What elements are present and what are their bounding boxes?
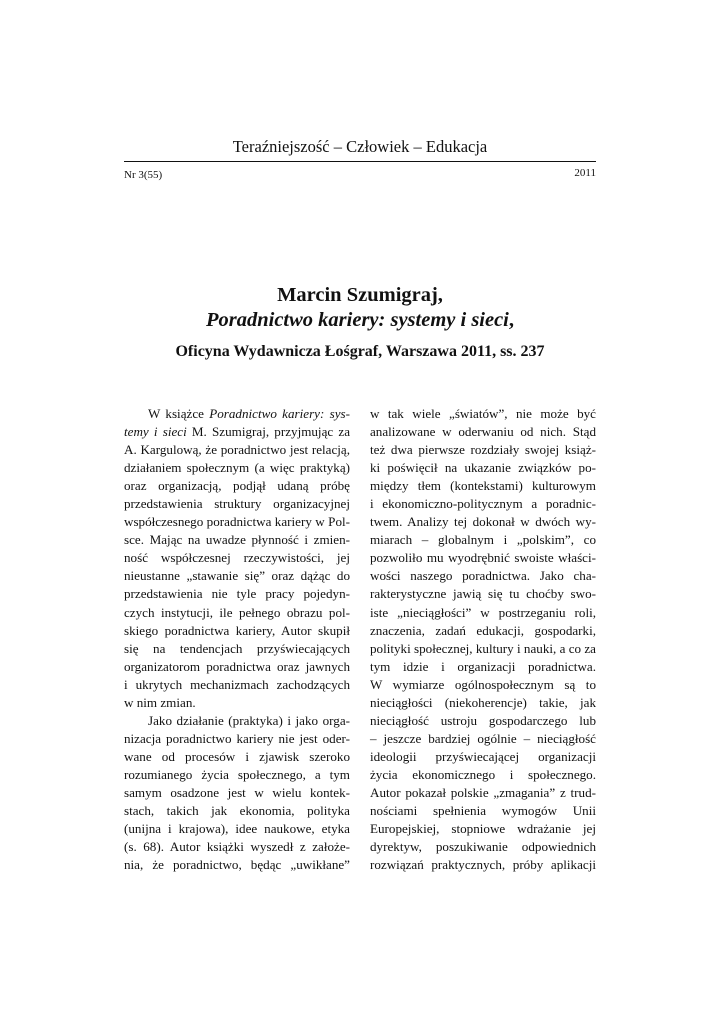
text-line: ność współczesnej rzeczywistości, jej: [124, 550, 350, 566]
text-line: organizatorom poradnictwa oraz jawnych: [124, 658, 350, 674]
text-run: W książce: [148, 406, 210, 421]
text-line: wane od procesów i zjawisk szeroko: [124, 748, 350, 764]
text-line: sce. Mając na uwadze płynność i zmien-: [124, 532, 350, 548]
text-line: nieciągłość ustroju gospodarczego lub: [370, 712, 596, 728]
text-line: twem. Analizy tej dokonał w dwóch wy-: [370, 514, 596, 530]
text-line: przedstawienia struktury organizacyjnej: [124, 496, 350, 512]
review-title-block: [124, 283, 596, 362]
reviewed-author: Marcin Szumigraj,: [277, 284, 443, 306]
text-line: samym osadzone jest w wielu kontek-: [124, 784, 350, 800]
publisher-info: Oficyna Wydawnicza Łośgraf, Warszawa 2011, ss. 237: [175, 343, 545, 360]
issue-number: Nr 3(55): [124, 169, 163, 181]
text-line: Europejskiej, stopniowe wdrażanie jej: [370, 821, 596, 837]
text-line: nizacja poradnictwo kariery nie jest oder-: [124, 730, 350, 746]
text-line: Jako działanie (praktyka) i jako orga-: [148, 712, 350, 728]
text-line: oraz organizacją, podjął udaną próbę: [124, 478, 350, 494]
text-line: też dwa pierwsze rozdziały swojej książ-: [370, 442, 596, 458]
text-line: w nim zmian.: [124, 694, 196, 710]
text-line: nieciągłości (niekoherencje) takie, jak: [370, 694, 596, 710]
text-line: stach, takich jak ekonomia, polityka: [124, 803, 350, 819]
text-line: przedstawienia nie tyle pracy pojedyn-: [124, 586, 350, 602]
text-line: czych instytucji, ile pełnego obrazu pol-: [124, 604, 350, 620]
text-line: i ekonomiczno-politycznym a poradnic-: [370, 496, 596, 512]
italic-run: Poradnictwo kariery: sys-: [209, 406, 350, 421]
text-line: rakterystyczne jawią się tu choćby swo-: [370, 586, 596, 602]
text-line: [124, 405, 350, 423]
text-line: nościami spełnienia wymogów Unii: [370, 803, 596, 819]
text-line: w tak wiele „światów”, nie może być: [370, 406, 596, 421]
text-line: (s. 68). Autor książki wyszedł z założe-: [124, 839, 350, 855]
text-line: – jeszcze bardziej ogólnie – nieciągłość: [370, 730, 596, 746]
italic-run: temy i sieci: [124, 424, 187, 440]
text-line: A. Kargulową, że poradnictwo jest relacją,: [124, 442, 350, 458]
text-line: tym idzie i organizacji poradnictwa.: [370, 658, 596, 674]
reviewed-book-title: [124, 308, 596, 333]
text-line: W wymiarze ogólnospołecznym są to: [370, 676, 596, 692]
text-line: współczesnego poradnictwa kariery w Pol-: [124, 514, 350, 530]
text-line: między tłem (kontekstami) kulturowym: [370, 478, 596, 494]
text-line: ideologii przyświecającej organizacji: [370, 748, 596, 764]
book-title-punct: ,: [508, 309, 515, 331]
left-column: [124, 405, 350, 874]
text-line: i ukrytych mechanizmach zachodzących: [124, 676, 350, 692]
text-line: [124, 423, 350, 441]
text-line: iste „nieciągłości” w postrzeganiu roli,: [370, 604, 596, 620]
text-line: rozwiązań praktycznych, próby aplikacji: [370, 857, 596, 873]
text-line: Autor pokazał polskie „zmagania” z trud-: [370, 784, 596, 800]
text-line: rozumianego życia społecznego, a tym: [124, 766, 350, 782]
text-line: nieustanne „stawanie się” oraz dążąc do: [124, 568, 350, 584]
text-line: analizowane w oderwaniu od nich. Stąd: [370, 424, 596, 440]
paragraph-2: [124, 712, 350, 874]
text-line: nia, że poradnictwo, będąc „uwikłane”: [124, 857, 350, 873]
text-line: polityki społecznej, kultury i nauki, a co za: [370, 640, 596, 656]
text-line: się na tendencjach przyświecających: [124, 640, 350, 656]
header-rule: [124, 161, 596, 162]
text-line: skiego poradnictwa kariery, Autor skupił: [124, 622, 350, 638]
text-line: ki poświęcił na ukazanie związków po-: [370, 460, 596, 476]
text-line: wości naszego poradnictwa. Jako cha-: [370, 568, 596, 584]
text-line: pozwoliło mu wyodrębnić swoiste właści-: [370, 550, 596, 566]
text-line: miarach – globalnym i „polskim”, co: [370, 532, 596, 548]
book-title-text: Poradnictwo kariery: systemy i sieci: [205, 309, 509, 331]
text-line: znaczenia, zadań edukacji, gospodarki,: [370, 622, 596, 638]
text-line: życia ekonomicznego i społecznego.: [370, 766, 596, 782]
text-run: M. Szumigraj, przyjmując za: [186, 424, 351, 440]
paragraph-1: [124, 405, 350, 712]
right-column: [370, 405, 596, 874]
text-line: dyrektyw, poszukiwanie odpowiednich: [370, 839, 596, 855]
issue-year: 2011: [574, 167, 596, 179]
text-line: działaniem społecznym (a więc praktyką): [124, 460, 350, 476]
text-line: (unijna i krajowa), idee naukowe, etyka: [124, 821, 350, 837]
journal-title: Teraźniejszość – Człowiek – Edukacja: [232, 137, 488, 156]
